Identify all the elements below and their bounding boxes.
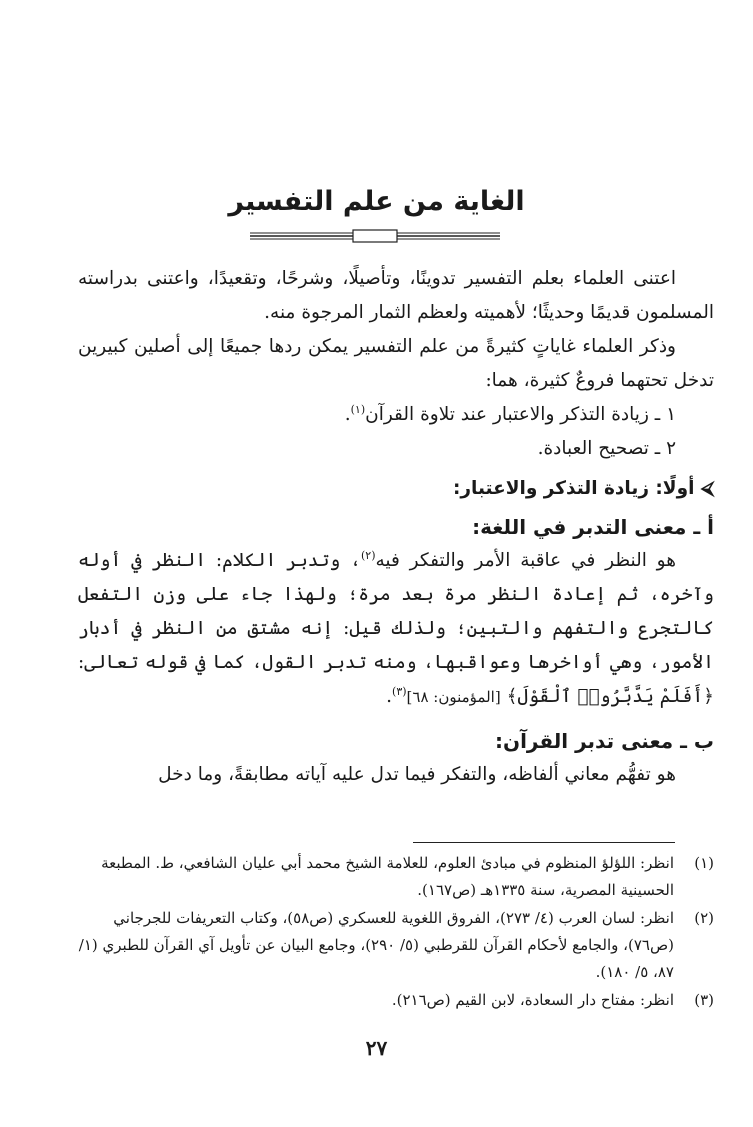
footnote-text: انظر: لسان العرب (٤/ ٢٧٣)، الفروق اللغوية للعسكري (ص٥٨)، وكتاب التعريفات للجرجاني (ص٧٦)، والجامع لأحكام القرآن للقرطبي (٥/ ٢٩٠)، وجامع البيان عن تأويل آي القرآن للطبري (١/ ٨٧، ٥/ ١٨٠). bbox=[78, 909, 674, 981]
main-text bbox=[78, 262, 714, 792]
page-title: الغاية من علم التفسير bbox=[228, 186, 525, 217]
footnote-ref-3: (٣) bbox=[392, 684, 407, 698]
footnote-separator bbox=[413, 842, 675, 843]
footnote-number: (١) bbox=[694, 854, 714, 872]
footnote-text: انظر: اللؤلؤ المنظوم في مبادئ العلوم، للعلامة الشيخ محمد أبي عليان الشافعي، ط. المطبعة الحسينية المصرية، سنة ١٣٣٥هـ (ص١٦٧). bbox=[101, 854, 674, 899]
page-number: ٢٧ bbox=[365, 1036, 388, 1060]
title-ornament-divider bbox=[250, 228, 500, 244]
quran-citation: [المؤمنون: ٦٨] bbox=[406, 688, 501, 706]
footnote-1 bbox=[78, 850, 714, 904]
footnote-text: انظر: مفتاح دار السعادة، لابن القيم (ص٢١٦). bbox=[391, 991, 674, 1009]
footnote-3 bbox=[78, 987, 714, 1014]
footnote-ref-2: (٢) bbox=[360, 548, 376, 562]
section-heading-1: ⮘ أولًا: زيادة التذكر والاعتبار: bbox=[452, 478, 714, 499]
footnote-number: (٣) bbox=[694, 991, 714, 1009]
list-item-2: ٢ ـ تصحيح العبادة. bbox=[537, 438, 676, 459]
footnotes bbox=[78, 850, 714, 1015]
footnote-ref-1: (١) bbox=[350, 402, 366, 416]
list-item-1: ١ ـ زيادة التذكر والاعتبار عند تلاوة القرآن$^{(١)}$. bbox=[344, 402, 676, 425]
subsection-heading-b: ب ـ معنى تدبر القرآن: bbox=[495, 729, 714, 753]
subsection-a-paragraph: هو النظر في عاقبة الأمر والتفكر فيه$^{(٢)}$، وتدبر الكلام: النظر في أوله وآخره، ثم إعادة النظر مرة بعد مرة؛ ولهذا جاء على وزن التفعل كالتجرع والتفهم والتبين؛ ولذلك قيل: إنه مشتق من النظر في أدبار الأمور، وهي أواخرها وعواقبها، ومنه تدبر القول، كما في قوله تعالى: ﴿أَفَلَمْ يَدَّبَّرُوا۟ ٱلْقَوْلَ﴾ [المؤمنون: ٦٨]$^{(٣)}$. bbox=[78, 548, 714, 707]
intro-paragraph-2: وذكر العلماء غاياتٍ كثيرةً من علم التفسير يمكن ردها جميعًا إلى أصلين كبيرين تدخل تحتهما فروعٌ كثيرة، هما: bbox=[78, 336, 714, 391]
footnote-2 bbox=[78, 905, 714, 986]
subsection-heading-a: أ ـ معنى التدبر في اللغة: bbox=[472, 515, 714, 539]
subsection-b-paragraph: هو تفهُّم معاني ألفاظه، والتفكر فيما تدل عليه آياته مطابقةً، وما دخل bbox=[158, 764, 676, 785]
footnote-number: (٢) bbox=[694, 909, 714, 927]
intro-paragraph-1: اعتنى العلماء بعلم التفسير تدوينًا، وتأصيلًا، وشرحًا، وتقعيدًا، واعتنى بدراسته المسلمون قديمًا وحديثًا؛ لأهميته ولعظم الثمار المرجوة منه. bbox=[78, 268, 714, 323]
